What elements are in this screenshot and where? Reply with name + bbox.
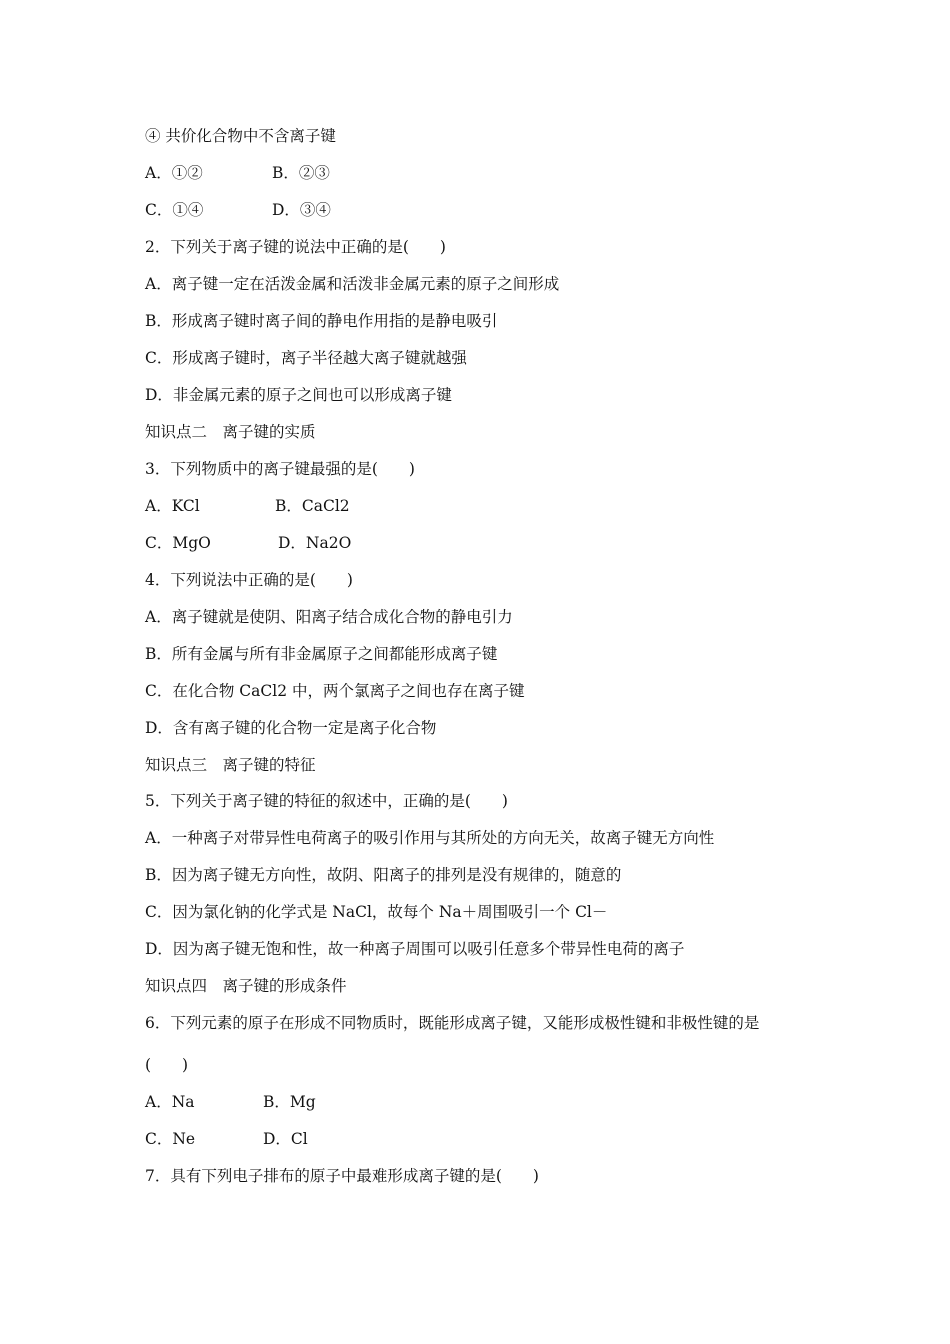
q2-option-d: D．非金属元素的原子之间也可以形成离子键: [145, 386, 452, 404]
q5-option-c: C．因为氯化钠的化学式是 NaCl，故每个 Na＋周围吸引一个 Cl－: [145, 903, 608, 921]
statement-4: ④ 共价化合物中不含离子键: [145, 127, 336, 145]
q4-option-b: B．所有金属与所有非金属原子之间都能形成离子键: [145, 645, 498, 663]
q1-option-c: C．①④: [145, 201, 204, 219]
q3-option-b: B．CaCl2: [275, 497, 350, 515]
q6-option-d: D．Cl: [263, 1130, 308, 1148]
question-6: 6．下列元素的原子在形成不同物质时，既能形成离子键，又能形成极性键和非极性键的是: [145, 1014, 760, 1032]
q6-option-b: B．Mg: [263, 1093, 316, 1111]
q5-option-a: A．一种离子对带异性电荷离子的吸引作用与其所处的方向无关，故离子键无方向性: [145, 829, 715, 847]
question-5: 5．下列关于离子键的特征的叙述中，正确的是( ): [145, 792, 508, 810]
q3-option-a: A．KCl: [145, 497, 200, 515]
q4-option-a: A．离子键就是使阴、阳离子结合成化合物的静电引力: [145, 608, 513, 626]
question-7: 7．具有下列电子排布的原子中最难形成离子键的是( ): [145, 1167, 539, 1185]
q2-option-a: A．离子键一定在活泼金属和活泼非金属元素的原子之间形成: [145, 275, 560, 293]
question-6-blank: ( ): [145, 1056, 189, 1074]
q3-option-d: D．Na2O: [278, 534, 352, 552]
question-3: 3．下列物质中的离子键最强的是( ): [145, 460, 415, 478]
q5-option-b: B．因为离子键无方向性，故阴、阳离子的排列是没有规律的，随意的: [145, 866, 622, 884]
q2-option-b: B．形成离子键时离子间的静电作用指的是静电吸引: [145, 312, 498, 330]
q6-option-c: C．Ne: [145, 1130, 196, 1148]
q4-option-c: C．在化合物 CaCl2 中，两个氯离子之间也存在离子键: [145, 682, 525, 700]
q5-option-d: D．因为离子键无饱和性，故一种离子周围可以吸引任意多个带异性电荷的离子: [145, 940, 685, 958]
q1-option-a: A．①②: [145, 164, 203, 182]
q3-option-c: C．MgO: [145, 534, 211, 552]
question-4: 4．下列说法中正确的是( ): [145, 571, 353, 589]
q4-option-d: D．含有离子键的化合物一定是离子化合物: [145, 719, 437, 737]
q2-option-c: C．形成离子键时，离子半径越大离子键就越强: [145, 349, 467, 367]
section-heading-4: 知识点四 离子键的形成条件: [145, 977, 347, 995]
q1-option-d: D．③④: [272, 201, 331, 219]
q6-option-a: A．Na: [145, 1093, 195, 1111]
question-2: 2．下列关于离子键的说法中正确的是( ): [145, 238, 446, 256]
section-heading-3: 知识点三 离子键的特征: [145, 756, 316, 774]
section-heading-2: 知识点二 离子键的实质: [145, 423, 316, 441]
q1-option-b: B．②③: [272, 164, 330, 182]
